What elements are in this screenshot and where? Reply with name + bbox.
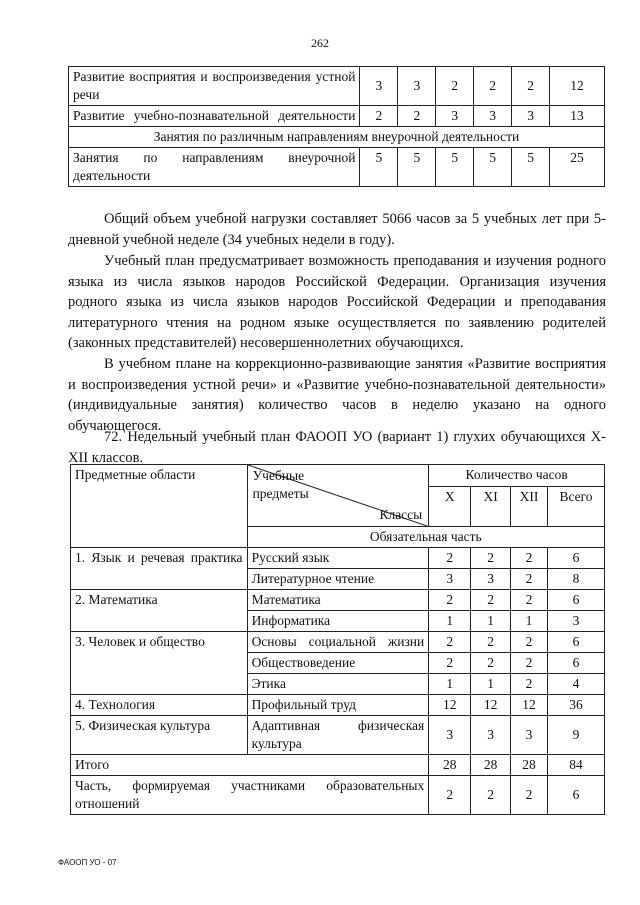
row-label: Развитие учебно-познавательной деятельности: [69, 106, 360, 127]
table-cell: 84: [548, 755, 605, 776]
table-cell: 2: [429, 548, 471, 569]
table-cell: 2: [474, 67, 512, 106]
subject-cell: Литературное чтение: [247, 569, 429, 590]
footer-document-code: ФАООП УО - 07: [58, 858, 117, 867]
table-cell: 5: [360, 148, 398, 187]
table-cell: 6: [548, 590, 605, 611]
row-label: Занятия по направлениям внеурочной деятельности: [69, 148, 360, 187]
table-cell: 1: [471, 674, 511, 695]
table-cell: 2: [471, 548, 511, 569]
table-cell: 36: [548, 695, 605, 716]
table-cell: 2: [436, 67, 474, 106]
table-cell: 5: [512, 148, 550, 187]
table-cell: 2: [471, 632, 511, 653]
table-cell: 3: [471, 716, 511, 755]
table-cell: 2: [511, 632, 548, 653]
table-row: [69, 67, 605, 106]
header-grade-xii: XII: [511, 487, 548, 527]
mandatory-heading: Обязательная часть: [247, 527, 604, 548]
table-cell: 12: [429, 695, 471, 716]
table-cell: 2: [429, 590, 471, 611]
table-cell: 2: [511, 569, 548, 590]
table-cell: 28: [511, 755, 548, 776]
table-cell: 3: [398, 67, 436, 106]
table-cell: 12: [550, 67, 605, 106]
weekly-plan-table: [70, 464, 605, 815]
subject-cell: Профильный труд: [247, 695, 429, 716]
paragraph-native-language: Учебный план предусматривает возможность преподавания и изучения родного языка из числа языков народов Российской Федерации. Организация изучения родного языка из числа языков народов Российской Федерации и преподавания литературного чтения на родном языке осуществляется по заявлению родителей (законных представителей) несовершеннолетних обучающихся.: [68, 253, 606, 351]
header-classes: Классы: [379, 507, 423, 522]
table-cell: 2: [511, 653, 548, 674]
table-cell: 28: [429, 755, 471, 776]
subject-cell: Русский язык: [247, 548, 429, 569]
table-cell: 3: [471, 569, 511, 590]
table-cell: 3: [512, 106, 550, 127]
table-cell: 2: [471, 590, 511, 611]
table-cell: 12: [511, 695, 548, 716]
table-row: [71, 716, 605, 755]
table-row: [71, 695, 605, 716]
table-cell: 1: [429, 611, 471, 632]
table-cell: 1: [429, 674, 471, 695]
table-cell: 1: [471, 611, 511, 632]
table-row: [71, 590, 605, 611]
area-cell: 5. Физическая культура: [71, 716, 248, 755]
table-cell: 2: [511, 548, 548, 569]
table-cell: 3: [436, 106, 474, 127]
table-cell: 2: [511, 776, 548, 815]
total-label: Итого: [71, 755, 429, 776]
table-cell: 2: [360, 106, 398, 127]
table-cell: 2: [429, 776, 471, 815]
table-cell: 2: [511, 674, 548, 695]
table-cell: 2: [512, 67, 550, 106]
table-cell: 1: [511, 611, 548, 632]
table-cell: 9: [548, 716, 605, 755]
table-cell: 28: [471, 755, 511, 776]
subject-cell: Адаптивная физическая культура: [247, 716, 429, 755]
table-cell: 3: [474, 106, 512, 127]
table-cell: 5: [474, 148, 512, 187]
table-cell: 13: [550, 106, 605, 127]
table-cell: 2: [471, 776, 511, 815]
table-cell: 3: [548, 611, 605, 632]
header-subjects: Учебные предметы: [252, 468, 309, 501]
header-hours: Количество часов: [429, 465, 605, 487]
table-cell: 2: [511, 590, 548, 611]
total-row: [71, 755, 605, 776]
subject-cell: Информатика: [247, 611, 429, 632]
table-cell: 2: [429, 653, 471, 674]
table-cell: 3: [511, 716, 548, 755]
subject-cell: Математика: [247, 590, 429, 611]
header-grade-xi: XI: [471, 487, 511, 527]
table-cell: 3: [429, 716, 471, 755]
table-cell: 5: [436, 148, 474, 187]
participants-row: [71, 776, 605, 815]
table-cell: 12: [471, 695, 511, 716]
subject-cell: Этика: [247, 674, 429, 695]
section-row: [69, 127, 605, 148]
row-label: Развитие восприятия и воспроизведения устной речи: [69, 67, 360, 106]
table-cell: 5: [398, 148, 436, 187]
table-row: [69, 148, 605, 187]
table-cell: 8: [548, 569, 605, 590]
table-row: [69, 106, 605, 127]
table-cell: 2: [429, 632, 471, 653]
table-row: [71, 632, 605, 653]
page-number: 262: [311, 36, 329, 50]
header-row: [71, 465, 605, 487]
table-cell: 6: [548, 776, 605, 815]
table-cell: 6: [548, 632, 605, 653]
table-cell: 3: [360, 67, 398, 106]
table-cell: 2: [398, 106, 436, 127]
area-cell: 4. Технология: [71, 695, 248, 716]
table-cell: 6: [548, 653, 605, 674]
subject-cell: Основы социальной жизни: [247, 632, 429, 653]
paragraph-correctional: В учебном плане на коррекционно-развивающие занятия «Развитие восприятия и воспроизведения устной речи» и «Развитие учебно-познавательной деятельности» (индивидуальные занятия) количество часов в неделю указано на одного обучающегося.: [68, 356, 606, 434]
table-cell: 6: [548, 548, 605, 569]
header-grade-x: X: [429, 487, 471, 527]
table-cell: 4: [548, 674, 605, 695]
header-areas: Предметные области: [71, 465, 248, 548]
paragraph-total-load: Общий объем учебной нагрузки составляет 5066 часов за 5 учебных лет при 5-дневной учебной неделе (34 учебных недели в году).: [68, 211, 606, 248]
section-heading: Занятия по различным направлениям внеурочной деятельности: [69, 127, 605, 148]
table-cell: 3: [429, 569, 471, 590]
participants-label: Часть, формируемая участниками образовательных отношений: [71, 776, 429, 815]
area-cell: 2. Математика: [71, 590, 248, 632]
area-cell: 1. Язык и речевая практика: [71, 548, 248, 590]
top-hours-table: [68, 66, 605, 187]
table-cell: 2: [471, 653, 511, 674]
header-total: Всего: [548, 487, 605, 527]
area-cell: 3. Человек и общество: [71, 632, 248, 695]
table-cell: 25: [550, 148, 605, 187]
header-subjects-classes: [247, 465, 429, 527]
table-row: [71, 548, 605, 569]
paragraph-section-72: 72. Недельный учебный план ФАООП УО (вариант 1) глухих обучающихся X-XII классов.: [68, 429, 606, 466]
subject-cell: Обществоведение: [247, 653, 429, 674]
